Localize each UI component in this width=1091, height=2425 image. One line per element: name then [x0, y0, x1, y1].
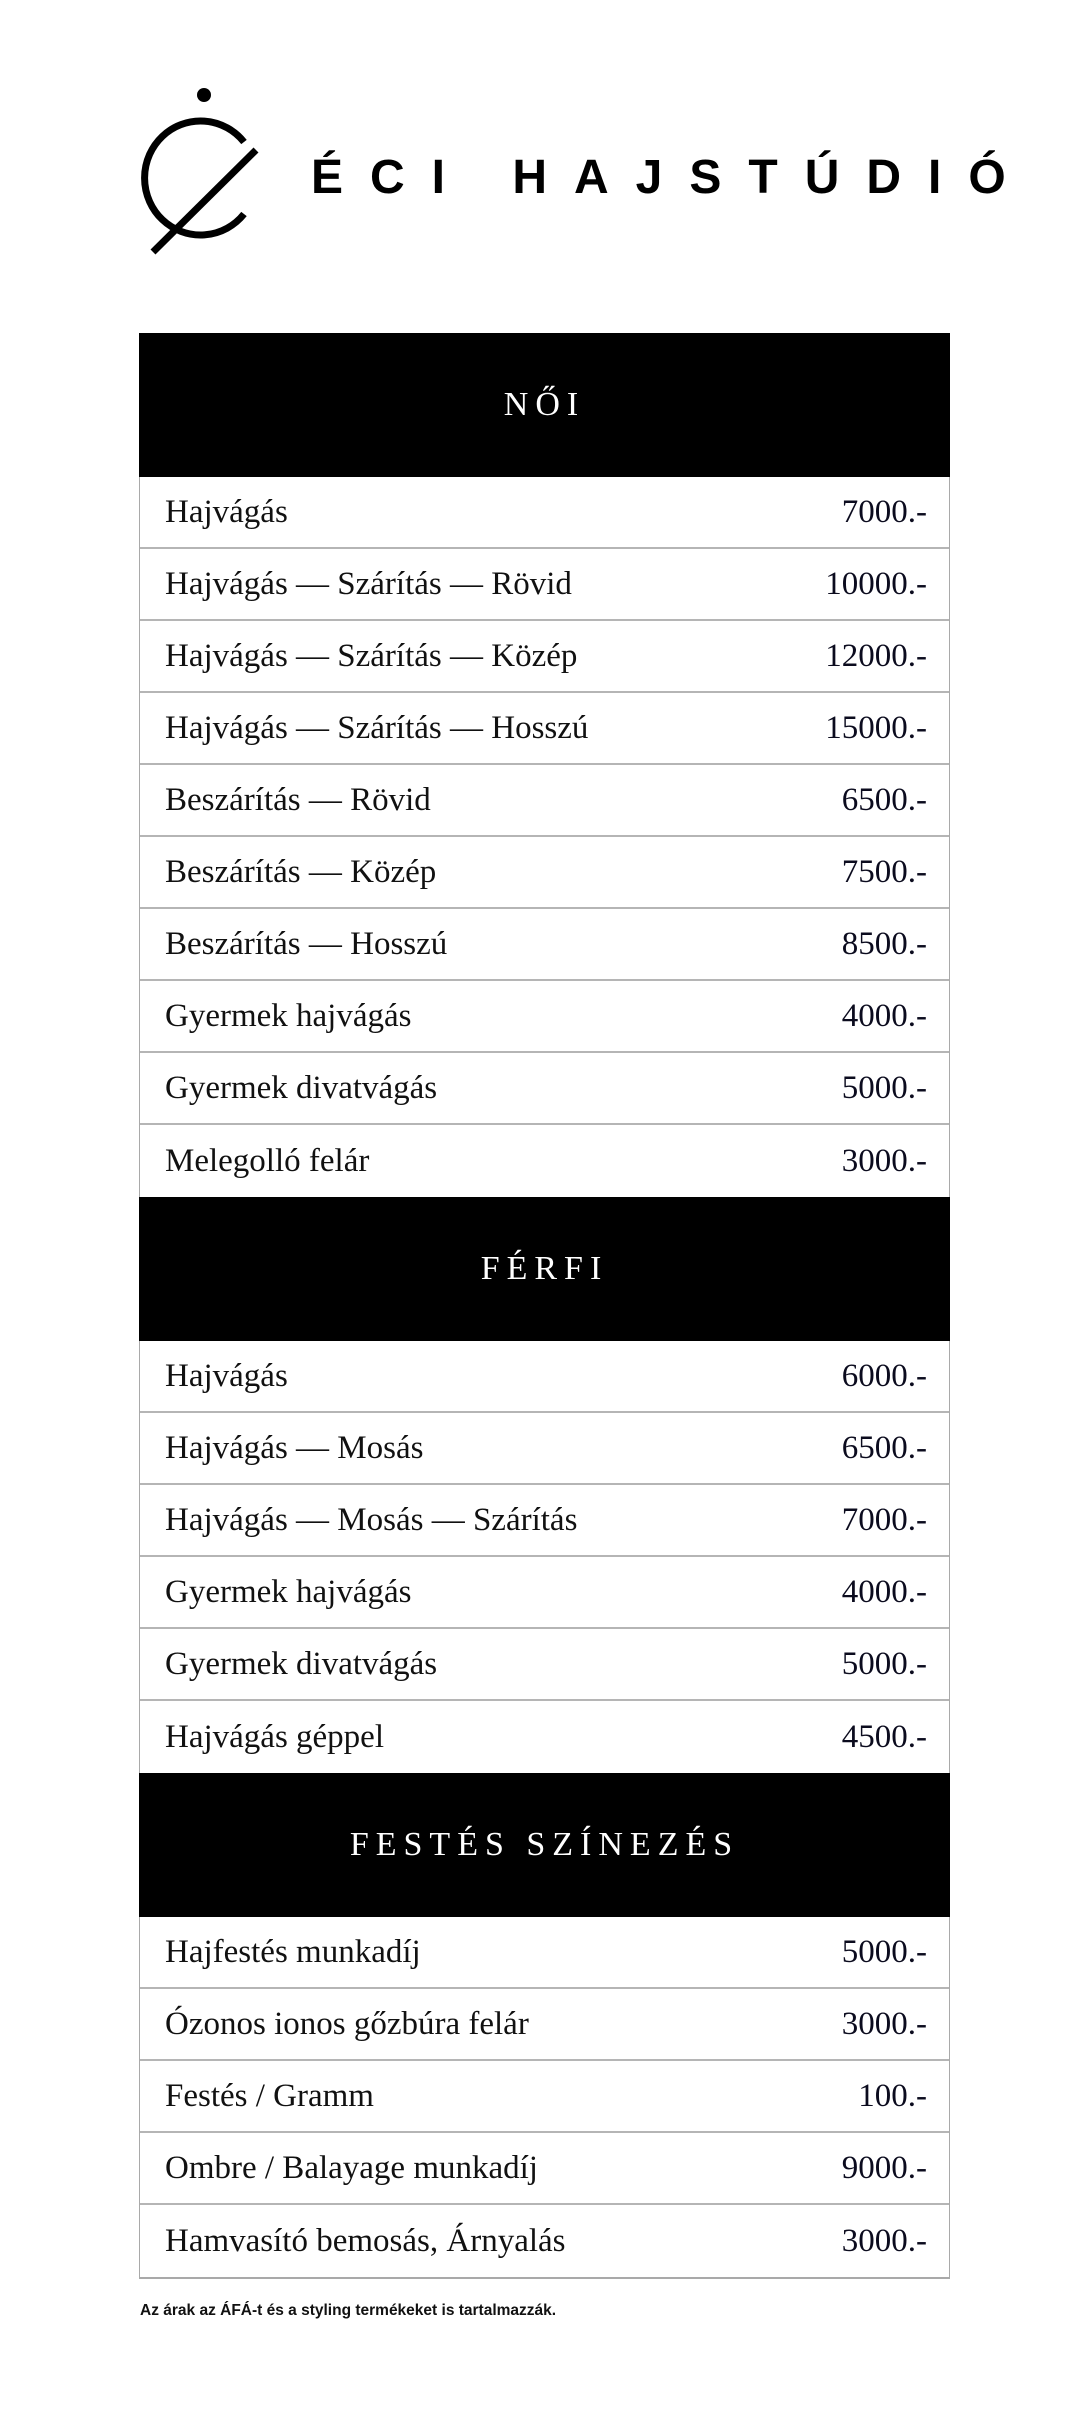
- service-price: 3000.-: [841, 2005, 927, 2042]
- service-price: 7500.-: [841, 853, 927, 890]
- section-header-ferfi: FÉRFI: [139, 1197, 950, 1341]
- price-row: [140, 909, 949, 981]
- price-row: [140, 1917, 949, 1989]
- service-name: Beszárítás — Közép: [165, 853, 437, 890]
- service-price: 7000.-: [841, 1501, 927, 1538]
- service-name: Hajvágás géppel: [165, 1718, 384, 1755]
- eci-monogram-icon: [140, 80, 270, 260]
- service-name: Hajfestés munkadíj: [165, 1933, 421, 1970]
- service-name: Ózonos ionos gőzbúra felár: [165, 2005, 529, 2042]
- price-row: [140, 549, 949, 621]
- service-name: Hajvágás — Szárítás — Közép: [165, 637, 578, 674]
- service-name: Hajvágás — Mosás: [165, 1429, 424, 1466]
- price-row: [140, 1341, 949, 1413]
- service-name: Hajvágás: [165, 1357, 288, 1394]
- price-row: [140, 981, 949, 1053]
- price-row: [140, 621, 949, 693]
- service-price: 4000.-: [841, 1573, 927, 1610]
- service-price: 8500.-: [841, 925, 927, 962]
- service-name: Gyermek divatvágás: [165, 1645, 438, 1682]
- price-row: [140, 2061, 949, 2133]
- price-row: [140, 765, 949, 837]
- service-name: Gyermek divatvágás: [165, 1069, 438, 1106]
- service-name: Beszárítás — Rövid: [165, 781, 431, 818]
- service-name: Hamvasító bemosás, Árnyalás: [165, 2222, 566, 2259]
- service-price: 7000.-: [841, 493, 927, 530]
- service-price: 3000.-: [841, 1142, 927, 1179]
- price-row: [140, 1557, 949, 1629]
- price-row: [140, 477, 949, 549]
- price-row: [140, 1989, 949, 2061]
- service-price: 6500.-: [841, 1429, 927, 1466]
- price-row: [140, 1053, 949, 1125]
- brand-name: ÉCI HAJSTÚDIÓ: [311, 151, 1033, 204]
- section-festes: [140, 1917, 949, 2277]
- service-name: Gyermek hajvágás: [165, 997, 412, 1034]
- vat-note: Az árak az ÁFÁ-t és a styling termékeket is tartalmazzák.: [140, 2302, 557, 2319]
- service-name: Beszárítás — Hosszú: [165, 925, 448, 962]
- section-header-festes: FESTÉS SZÍNEZÉS: [139, 1773, 950, 1917]
- service-name: Hajvágás — Szárítás — Rövid: [165, 565, 572, 602]
- section-ferfi: [140, 1341, 949, 1773]
- price-row: [140, 2205, 949, 2277]
- service-price: 5000.-: [841, 1069, 927, 1106]
- service-price: 4500.-: [841, 1718, 927, 1755]
- price-row: [140, 1413, 949, 1485]
- service-price: 12000.-: [825, 637, 927, 674]
- section-header-noi: NŐI: [139, 333, 950, 477]
- service-price: 5000.-: [841, 1645, 927, 1682]
- service-name: Gyermek hajvágás: [165, 1573, 412, 1610]
- service-price: 100.-: [858, 2077, 927, 2114]
- price-row: [140, 1629, 949, 1701]
- service-name: Melegolló felár: [165, 1142, 370, 1179]
- service-price: 5000.-: [841, 1933, 927, 1970]
- service-name: Festés / Gramm: [165, 2077, 374, 2114]
- service-name: Ombre / Balayage munkadíj: [165, 2149, 538, 2186]
- price-row: [140, 1125, 949, 1197]
- price-row: [140, 1701, 949, 1773]
- service-price: 6000.-: [841, 1357, 927, 1394]
- service-name: Hajvágás — Szárítás — Hosszú: [165, 709, 589, 746]
- price-row: [140, 2133, 949, 2205]
- service-price: 4000.-: [841, 997, 927, 1034]
- section-noi: [140, 477, 949, 1197]
- service-price: 6500.-: [841, 781, 927, 818]
- service-name: Hajvágás — Mosás — Szárítás: [165, 1501, 578, 1538]
- price-row: [140, 693, 949, 765]
- service-price: 15000.-: [825, 709, 927, 746]
- service-price: 3000.-: [841, 2222, 927, 2259]
- service-price: 10000.-: [825, 565, 927, 602]
- price-list: [139, 333, 950, 2279]
- price-row: [140, 1485, 949, 1557]
- service-name: Hajvágás: [165, 493, 288, 530]
- service-price: 9000.-: [841, 2149, 927, 2186]
- price-row: [140, 837, 949, 909]
